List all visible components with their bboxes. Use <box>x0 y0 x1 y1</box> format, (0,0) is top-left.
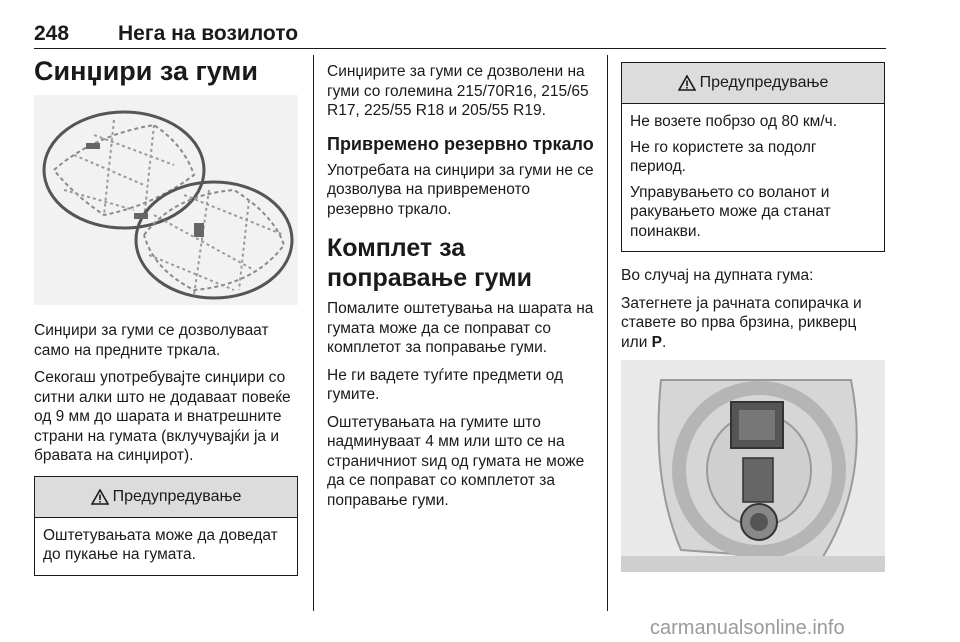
warning-header <box>35 477 297 518</box>
page-number: 248 <box>34 22 70 45</box>
warning-title: Предупредување <box>699 74 829 91</box>
column-2 <box>327 62 595 518</box>
page-header <box>34 8 886 49</box>
paragraph: Помалите оштетувања на шарата на гумата може да се поправат со комплетот за поправање гуми. <box>327 300 594 356</box>
section-title-repair-kit: Комплет за поправање гуми <box>327 234 532 292</box>
trunk-repair-kit-illustration <box>621 360 885 572</box>
warning-triangle-icon <box>91 489 109 505</box>
warning-text: Не го користете за подолг период. <box>630 138 817 175</box>
paragraph: Оштетувањата на гумите што надминуваат 4 мм или што се на страничниот sид од гумата не може да се поправат со комплетот за поправање гуми. <box>327 413 585 509</box>
warning-text: Управувањето со воланот и ракувањето може да станат поинакви. <box>630 183 831 240</box>
warning-box <box>621 62 885 252</box>
paragraph: Секогаш употребувајте синџири со ситни алки што не додаваат повеќе од 9 мм до шарата и внатрешните страни на гумата (вклучувајќи ја и бравата на синџирот). <box>34 369 291 464</box>
column-1 <box>34 55 298 590</box>
warning-title: Предупредување <box>112 487 242 505</box>
paragraph: Во случај на дупната гума: <box>621 267 814 284</box>
watermark: carmanualsonline.info <box>650 617 845 639</box>
column-divider <box>313 55 314 611</box>
column-divider <box>607 55 608 611</box>
paragraph: Синџири за гуми се дозволуваат само на предните тркала. <box>34 322 269 359</box>
paragraph: Затегнете ја рачната сопирачка и ставете во прва брзина, рикверц или P. <box>621 294 862 351</box>
warning-text: Не возете побрзо од 80 км/ч. <box>630 113 838 130</box>
warning-triangle-icon <box>678 75 696 91</box>
column-3 <box>621 62 885 572</box>
warning-box <box>34 476 298 576</box>
paragraph: Не ги вадете туѓите предмети од гумите. <box>327 366 564 403</box>
warning-header <box>622 63 884 104</box>
section-title-tire-chains: Синџири за гуми <box>34 56 258 86</box>
tire-chains-illustration <box>34 95 298 305</box>
chapter-title: Нега на возилото <box>118 22 299 45</box>
gear-p-label: P <box>651 333 663 351</box>
section-title-temporary-spare: Привремено резервно тркало <box>327 133 594 154</box>
warning-text: Оштетувањата може да доведат до пукање на гумата. <box>43 526 278 563</box>
paragraph: Употребата на синџири за гуми не се дозволува на привременото резервно тркало. <box>327 161 594 218</box>
paragraph: Синџирите за гуми се дозволени на гуми со големина 215/70R16, 215/65 R17, 225/55 R18 и 205/55 R19. <box>327 63 589 119</box>
